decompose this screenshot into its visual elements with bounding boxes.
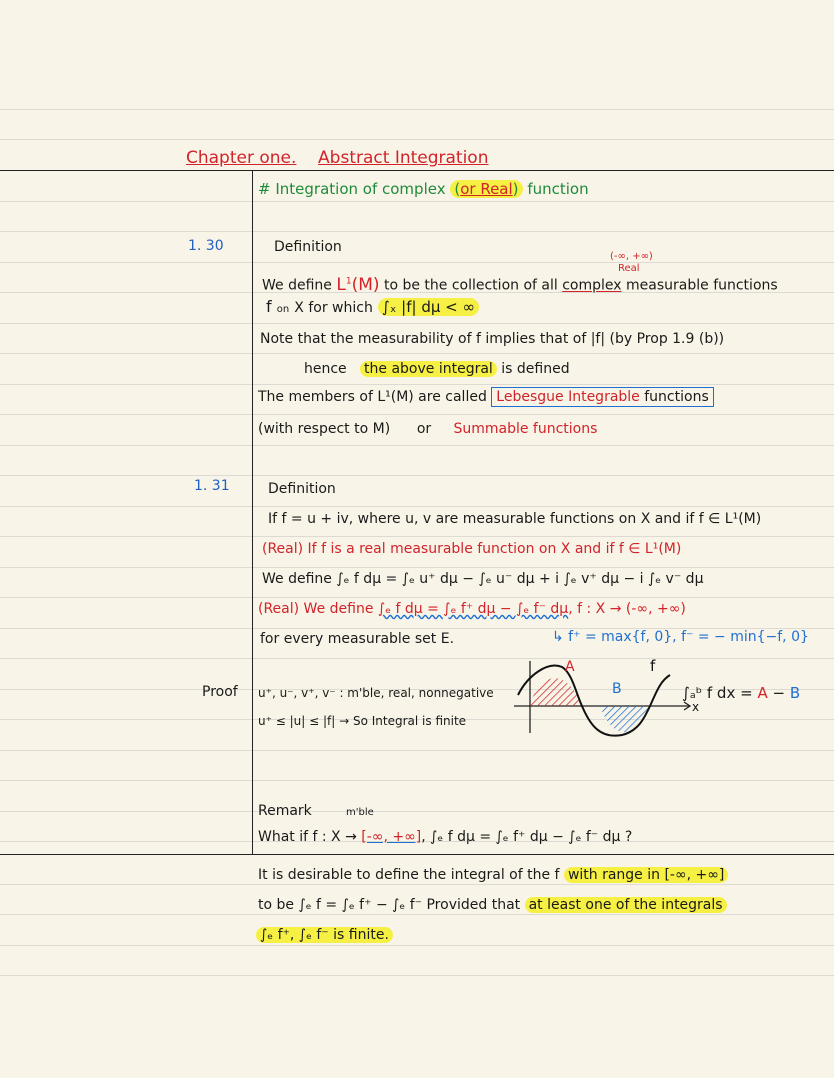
section-or-real [450, 180, 522, 198]
rule-line [0, 884, 834, 885]
def-131-line1: If f = u + iv, where u, v are measurable functions on X and if f ∈ L¹(M) [268, 511, 762, 527]
l1-symbol [336, 275, 379, 295]
section-title: Integration of complex [275, 180, 446, 198]
tobe-highlight: at least one of the integrals [525, 897, 727, 913]
tobe-line [258, 896, 727, 914]
proof-label: Proof [202, 684, 238, 700]
line2-rest: X for which [294, 300, 373, 316]
graph-label-b: B [612, 681, 622, 697]
desirable-line [258, 866, 728, 884]
l1-integral: ∫ₓ |f| dμ < ∞ [378, 298, 479, 316]
def-131-number: 1. 31 [194, 478, 230, 494]
lebesgue-text: Lebesgue Integrable [496, 389, 640, 405]
remark-line-tail: , ∫ₑ f dμ = ∫ₑ f⁺ dμ − ∫ₑ f⁻ dμ ? [421, 829, 633, 845]
fplus-definition: ↳ f⁺ = max{f, 0}, f⁻ = − min{−f, 0} [552, 629, 809, 645]
graph-label-x: x [692, 700, 700, 714]
l1-letter: L [336, 274, 346, 295]
rule-line [0, 353, 834, 354]
section-hash: # [258, 180, 271, 198]
members-line [258, 388, 714, 406]
section-or-text: or Real [460, 180, 513, 198]
graph-label-a: A [565, 659, 575, 675]
l1-arg: (M) [351, 274, 380, 295]
line2-f: f [266, 297, 272, 316]
l1-post: to be the collection of all [383, 277, 558, 294]
def-131-define-line: We define ∫ₑ f dμ = ∫ₑ u⁺ dμ − ∫ₑ u⁻ dμ + i ∫ₑ v⁺ dμ − i ∫ₑ v⁻ dμ [262, 571, 704, 587]
rule-line [0, 201, 834, 202]
desirable-highlight: with range in [-∞, +∞] [564, 867, 728, 883]
rule-line [0, 506, 834, 507]
area-a [530, 678, 582, 706]
def-131-heading: Definition [268, 481, 336, 497]
section-paren-close: ) [512, 180, 519, 198]
chapter-rule [0, 170, 834, 171]
section-heading [258, 180, 589, 198]
rule-line [0, 445, 834, 446]
line2-on: on [276, 304, 290, 315]
rule-line [0, 975, 834, 976]
rule-line [0, 914, 834, 915]
measurability-note: Note that the measurability of f implies that of |f| (by Prop 1.9 (b)) [260, 331, 725, 347]
members-pre: The members of L¹(M) are called [258, 389, 487, 405]
area-formula-lhs: ∫ₐᵇ f dx = [682, 684, 753, 702]
every-set-line: for every measurable set E. [260, 631, 455, 647]
rule-line [0, 384, 834, 385]
margin-line [252, 170, 253, 854]
rule-line [0, 109, 834, 110]
section-paren-open: ( [454, 180, 461, 198]
area-formula-b: B [789, 684, 801, 702]
def-131-real-define [258, 600, 686, 618]
def-130-number: 1. 30 [188, 238, 224, 254]
chapter-subtitle: Abstract Integration [318, 148, 489, 168]
members-tail: functions [644, 389, 709, 405]
summable-text: Summable functions [453, 421, 598, 437]
chapter-heading [186, 148, 489, 168]
chapter-title: Chapter one. [186, 148, 297, 168]
rule-line [0, 597, 834, 598]
remark-line [258, 828, 632, 846]
rule-line [0, 567, 834, 568]
section-tail: function [527, 180, 589, 198]
rule-line [0, 414, 834, 415]
remark-range: [-∞, +∞] [361, 829, 422, 845]
area-formula [682, 684, 800, 702]
summable-line [258, 420, 597, 438]
rule-line [0, 262, 834, 263]
hence-word: hence [304, 361, 347, 377]
def-131-real-line: (Real) If f is a real measurable function on X and if f ∈ L¹(M) [262, 541, 682, 557]
complex-word: complex [562, 277, 622, 294]
real-note: Real [618, 263, 640, 274]
hence-tail: is defined [501, 361, 570, 377]
with-respect: (with respect to M) [258, 421, 391, 437]
rule-line [0, 231, 834, 232]
rule-line [0, 780, 834, 781]
finite-highlight: ∫ₑ f⁺, ∫ₑ f⁻ is finite. [256, 927, 393, 943]
hence-line [304, 360, 570, 378]
def-130-line1 [262, 272, 778, 295]
def-130-heading: Definition [274, 239, 342, 255]
rule-line [0, 139, 834, 140]
rule-line [0, 475, 834, 476]
real-define-pre: (Real) We define [258, 601, 374, 617]
graph-label-f: f [650, 657, 656, 675]
remark-line-pre: What if f : X → [258, 829, 357, 845]
proof-line2: u⁺ ≤ |u| ≤ |f| → So Integral is finite [258, 714, 467, 728]
finite-line [256, 926, 393, 944]
l1-pre: We define [262, 277, 332, 294]
integral-graph [510, 655, 710, 755]
rule-line [0, 811, 834, 812]
mble-note: m'ble [346, 807, 374, 818]
desirable-pre: It is desirable to define the integral of the f [258, 867, 560, 883]
rule-line [0, 536, 834, 537]
or-word: or [416, 421, 432, 437]
rule-line [0, 323, 834, 324]
def-130-line2 [266, 298, 479, 319]
area-formula-a: A [757, 684, 768, 702]
l1-sup: 1 [345, 276, 352, 286]
lebesgue-box [491, 387, 713, 407]
remark-rule [0, 854, 834, 855]
hence-highlight: the above integral [360, 361, 497, 377]
tobe-pre: to be ∫ₑ f = ∫ₑ f⁺ − ∫ₑ f⁻ Provided that [258, 897, 521, 913]
area-formula-minus: − [772, 684, 786, 702]
real-define-map: , f : X → (-∞, +∞) [568, 601, 686, 617]
proof-line1: u⁺, u⁻, v⁺, v⁻ : m'ble, real, nonnegative [258, 686, 494, 700]
real-define-eq: ∫ₑ f dμ = ∫ₑ f⁺ dμ − ∫ₑ f⁻ dμ [377, 601, 569, 617]
rule-line [0, 945, 834, 946]
l1-tail: measurable functions [626, 277, 778, 294]
range-note: (-∞, +∞) [610, 251, 653, 262]
remark-heading: Remark [258, 803, 312, 819]
